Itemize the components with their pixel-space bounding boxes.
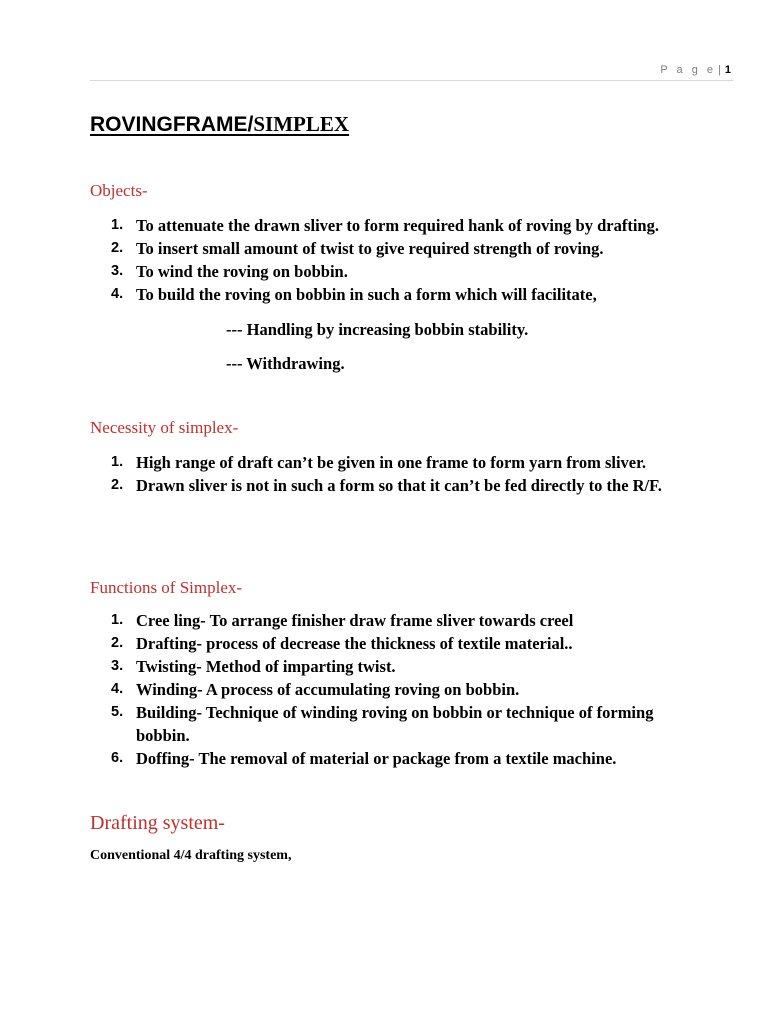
list-item	[111, 260, 721, 283]
list-text: Winding- A process of accumulating roving on bobbin.	[136, 680, 520, 699]
functions-heading: Functions of Simplex-	[90, 578, 243, 597]
list-text: To wind the roving on bobbin.	[136, 262, 348, 281]
list-number: 4.	[111, 681, 124, 697]
list-number: 5.	[111, 704, 124, 720]
page-number: 1	[724, 64, 731, 76]
list-number: 3.	[111, 658, 124, 674]
list-text: To insert small amount of twist to give required strength of roving.	[136, 239, 604, 258]
list-number: 1.	[111, 612, 124, 628]
title-part-rovingframe: ROVINGFRAME/	[90, 113, 254, 136]
page-header	[90, 60, 733, 81]
sub-item-handling: --- Handling by increasing bobbin stability.	[226, 320, 529, 339]
objects-heading: Objects-	[90, 181, 148, 200]
list-item	[111, 474, 721, 497]
list-item	[111, 283, 721, 306]
functions-list	[111, 609, 701, 770]
sub-item-withdrawing: --- Withdrawing.	[226, 354, 345, 373]
list-text: Doffing- The removal of material or package from a textile machine.	[136, 749, 617, 768]
list-number: 4.	[111, 286, 124, 302]
list-item	[111, 451, 721, 474]
list-number: 1.	[111, 454, 124, 470]
list-item	[111, 632, 701, 655]
list-number: 2.	[111, 240, 124, 256]
list-item	[111, 237, 721, 260]
title-part-simplex: SIMPLEX	[253, 112, 350, 136]
list-text: Drawn sliver is not in such a form so that it can’t be fed directly to the R/F.	[136, 476, 662, 495]
list-text: High range of draft can’t be given in one frame to form yarn from sliver.	[136, 453, 647, 472]
drafting-text: Conventional 4/4 drafting system,	[90, 848, 292, 863]
list-item	[111, 678, 701, 701]
drafting-heading: Drafting system-	[90, 812, 225, 834]
list-text: To build the roving on bobbin in such a form which will facilitate,	[136, 285, 597, 304]
list-text: Building- Technique of winding roving on bobbin or technique of forming bobbin.	[136, 703, 654, 745]
necessity-list	[111, 451, 721, 497]
page-number-label	[660, 64, 731, 76]
list-number: 2.	[111, 635, 124, 651]
document-title	[90, 102, 349, 139]
list-text: Drafting- process of decrease the thickness of textile material..	[136, 634, 573, 653]
list-item	[111, 214, 721, 237]
list-item	[111, 701, 701, 747]
list-number: 6.	[111, 750, 124, 766]
list-number: 1.	[111, 217, 124, 233]
list-item	[111, 655, 701, 678]
page-word: P a g e	[660, 64, 717, 76]
necessity-heading: Necessity of simplex-	[90, 418, 239, 437]
list-number: 2.	[111, 477, 124, 493]
page-separator: |	[718, 64, 721, 76]
objects-list	[111, 214, 721, 306]
list-text: Twisting- Method of imparting twist.	[136, 657, 396, 676]
list-item	[111, 609, 701, 632]
list-item	[111, 747, 701, 770]
list-text: To attenuate the drawn sliver to form required hank of roving by drafting.	[136, 216, 659, 235]
list-text: Cree ling- To arrange finisher draw frame sliver towards creel	[136, 611, 574, 630]
list-number: 3.	[111, 263, 124, 279]
